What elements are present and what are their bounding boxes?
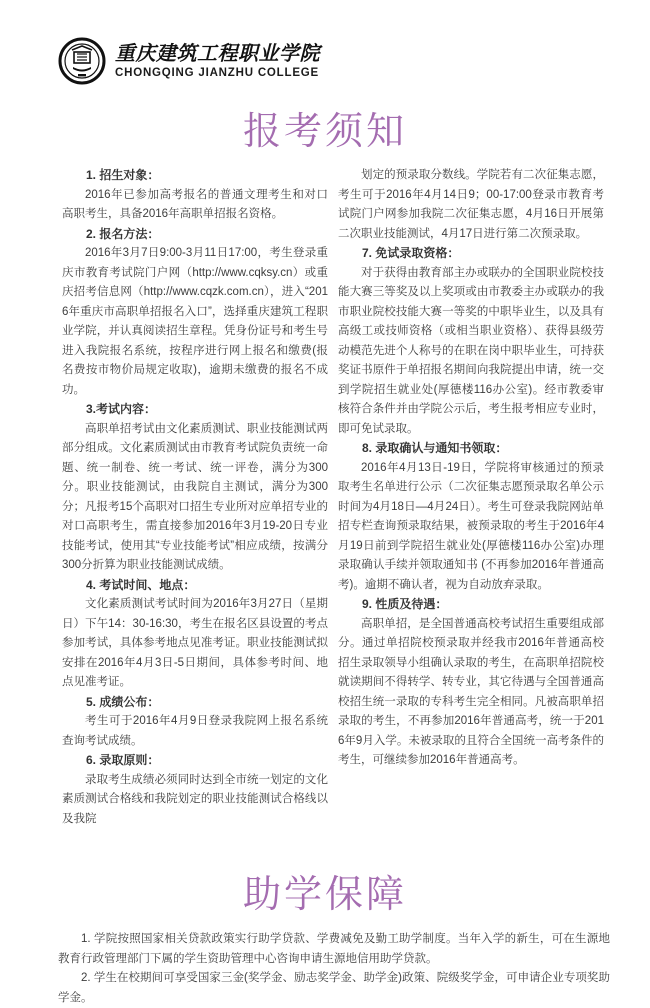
aid-item: 1. 学院按照国家相关贷款政策实行助学贷款、学费减免及勤工助学制度。当年入学的新生，可在生源地教育行政管理部门下属的学生资助管理中心咨询申请生源地信用助学贷款。	[58, 933, 610, 965]
section-body: 对于获得由教育部主办或联办的全国职业院校技能大赛三等奖及以上奖项或由市教委主办或联办的我市职业院校技能大赛一等奖的中职毕业生，以及具有高级工或技师资格（或相当职业资格）、获得县级劳动模范先进个人称号的在职在岗中职毕业生，可持获奖证书原件于单招报名期间向我院提出申请，统一交到学院招生就业处(厚德楼116办公室)。经市教委审核符合条件并由学院公示后，考生报考相应专业时，即可免试录取。	[338, 266, 604, 435]
section-body: 文化素质测试考试时间为2016年3月27日（星期日）下午14：30-16:30，考生在报名区县设置的考点参加考试，具体参考地点见准考证。职业技能测试拟安排在2016年4月3日-5日期间，具体参考时间、地点见准考证。	[62, 598, 328, 688]
section-heading: 2. 报名方法：	[86, 226, 160, 241]
college-header	[0, 0, 650, 88]
section-body: 录取考生成绩必须同时达到全市统一划定的文化素质测试合格线和我院划定的职业技能测试合格线以及我院	[62, 773, 328, 825]
notice-left-column	[62, 166, 328, 829]
aid-title: 助学保障	[242, 874, 407, 916]
section-heading: 8. 录取确认与通知书领取：	[362, 441, 508, 455]
notice-columns	[0, 166, 650, 829]
section-heading: 6. 录取原则：	[86, 753, 160, 767]
notice-title: 报考须知	[242, 111, 407, 153]
college-name-block	[115, 42, 320, 81]
aid-list	[0, 930, 650, 1008]
section-heading: 9. 性质及待遇：	[362, 597, 448, 611]
section-body: 考生可于2016年4月9日登录我院网上报名系统查询考试成绩。	[62, 715, 328, 747]
section-body: 高职单招考试由文化素质测试、职业技能测试两部分组成。文化素质测试由市教育考试院负责统一命题、统一制卷、统一考试、统一评卷，满分为300分。职业技能测试，由我院自主测试，满分为300分；凡报考15个高职对口招生专业所对应单招专业的对口高职考生，需直接参加2016年3月19-20日专业技能考试，使用其“专业技能考试”相应成绩，按满分300分折算为职业技能测试成绩。	[62, 422, 328, 571]
section-body: 2016年已参加高考报名的普通文理考生和对口高职考生，具备2016年高职单招报名资格。	[62, 188, 328, 220]
section-heading: 3.考试内容：	[86, 402, 157, 416]
section-heading: 7. 免试录取资格：	[362, 246, 460, 260]
college-name-en: CHONGQING JIANZHU COLLEGE	[115, 66, 320, 79]
section-body: 2016年3月7日9:00-3月11日17:00，考生登录重庆市教育考试院门户网（http://www.cqksy.cn）或重庆招考信息网（http://www.cqzk.com.cn），进入“2016年重庆市高职单招报名入口”，选择重庆建筑工程职业学院，并认真阅读招生章程。凭身份证号和考生号进入我院报名系统，按程序进行网上报名和缴费(报名费按市物价局规定收取)，逾期未缴费的报名不成功。	[62, 247, 328, 396]
section-heading: 5. 成绩公布：	[86, 694, 160, 709]
section-body: 高职单招，是全国普通高校考试招生重要组成部分。通过单招院校预录取并经我市2016年普通高校招生录取领导小组确认录取的考生，在高职单招院校就读期间不得转学、转专业，其它待遇与全国普通高校招生统一录取的专科考生完全相同。凡被高职单招录取的考生，不再参加2016年普通高考，统一于2016年9月入学。未被录取的且符合全国统一高考条件的考生，可继续参加2016年普通高考。	[338, 617, 604, 766]
college-seal-icon	[58, 37, 106, 85]
college-name-zh: 重庆建筑工程职业学院	[115, 42, 320, 65]
notice-right-column	[338, 166, 604, 829]
section-heading: 1. 招生对象：	[86, 168, 160, 182]
section-body: 2016年4月13日-19日，学院将审核通过的预录取考生名单进行公示（二次征集志愿预录取名单公示时间为4月18日—4月24日）。考生可登录我院网站单招专栏查询预录取结果，被预录取的考生于2016年4月19日前到学院招生就业处(厚德楼116办公室)办理录取确认手续并领取通知书 (不再参加2016年普通高考)。逾期不确认者，视为自动放弃录取。	[338, 461, 604, 591]
section-heading: 4. 考试时间、地点：	[86, 577, 196, 592]
section-body-continued: 划定的预录取分数线。学院若有二次征集志愿，考生可于2016年4月14日9；00-17:00登录市教育考试院门户网参加我院二次征集志愿，4月16日开展第二次职业技能测试，4月17日进行第二次预录取。	[338, 169, 604, 240]
aid-item: 2. 学生在校期间可享受国家三金(奖学金、励志奖学金、助学金)政策、院级奖学金，可申请企业专项奖助学金。	[58, 972, 610, 1004]
